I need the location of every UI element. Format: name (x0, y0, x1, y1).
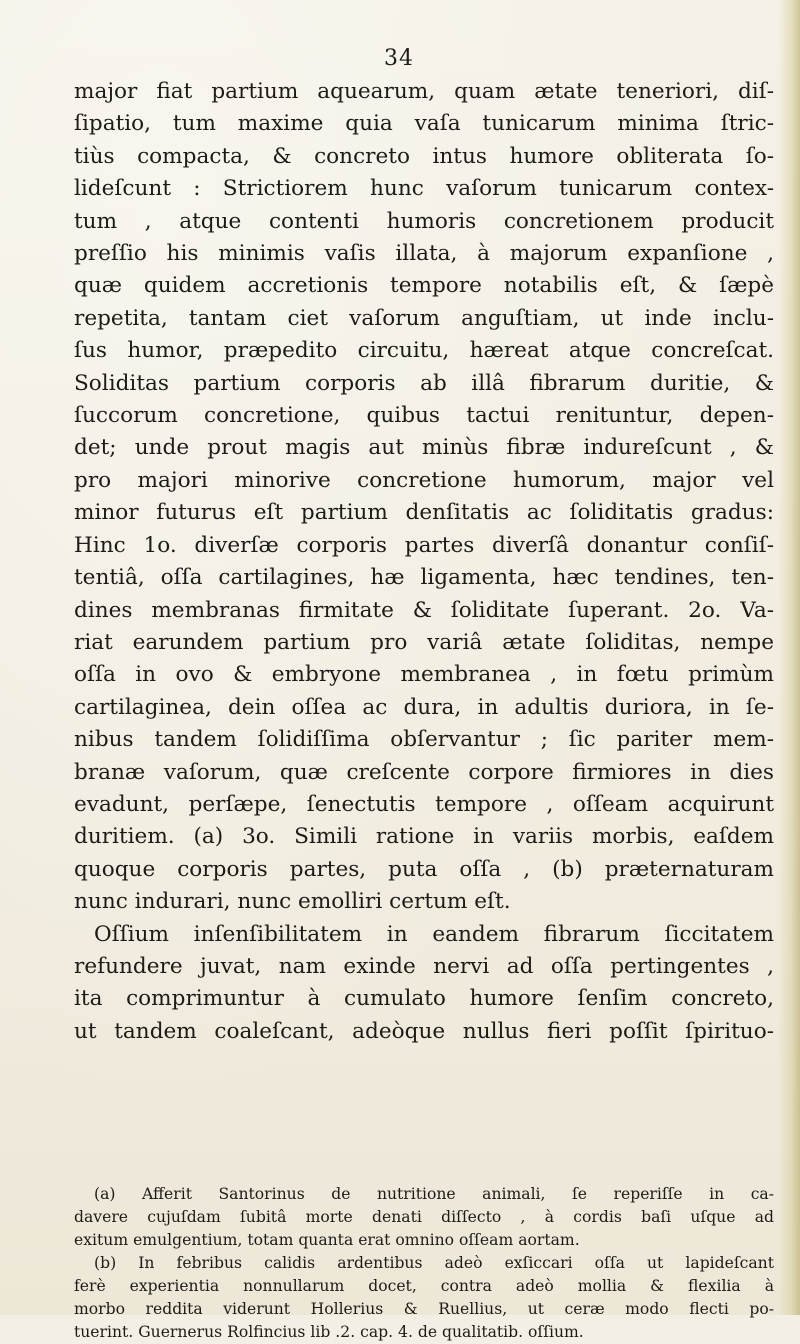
text-line: oſſa in ovo & embryone membranea , in fœtu primùm (74, 662, 774, 688)
text-line: Hinc 1o. diverſæ corporis partes diverſâ donantur conſiſ- (74, 532, 774, 558)
footnote-line: (b) In febribus calidis ardentibus adeò exſiccari oſſa ut lapideſcant (94, 1254, 774, 1272)
text-line: nunc indurari, nunc emolliri certum eſt. (74, 889, 511, 915)
text-line: dines membranas firmitate & ſoliditate ſuperant. 2o. Va- (74, 597, 774, 623)
text-line: tum , atque contenti humoris concretionem producit (74, 208, 774, 234)
text-line: Soliditas partium corporis ab illâ fibrarum duritie, & (74, 370, 774, 396)
text-line: ſus humor, præpedito circuitu, hæreat atque concreſcat. (74, 338, 774, 364)
text-line: ita comprimuntur à cumulato humore ſenſim concreto, (74, 986, 774, 1012)
page-edge-shadow (778, 0, 800, 1315)
text-line: cartilaginea, dein oſſea ac dura, in adultis duriora, in ſe- (74, 694, 774, 720)
text-line: Oſſium inſenſibilitatem in eandem fibrarum ſiccitatem (94, 921, 774, 947)
footnote-line: ferè experientia nonnullarum docet, contra adeò mollia & flexilia à (74, 1277, 774, 1295)
text-line: ſuccorum concretione, quibus tactui renituntur, depen- (74, 403, 774, 429)
text-line: riat earundem partium pro variâ ætate ſoliditas, nempe (74, 629, 774, 655)
footnote-line: (a) Afferit Santorinus de nutritione animali, ſe reperiſſe in ca- (94, 1185, 774, 1203)
text-line: minor futurus eſt partium denſitatis ac ſoliditatis gradus: (74, 500, 774, 526)
text-line: branæ vaſorum, quæ creſcente corpore firmiores in dies (74, 759, 774, 785)
text-line: major fiat partium aquearum, quam ætate teneriori, diſ- (74, 79, 774, 104)
text-line: lideſcunt : Strictiorem hunc vaſorum tunicarum contex- (74, 176, 774, 202)
footnote-line: exitum emulgentium, totam quanta erat omnino oſſeam aortam. (74, 1231, 580, 1249)
text-line: pro majori minorive concretione humorum, major vel (74, 467, 774, 493)
text-line: quoque corporis partes, puta oſſa , (b) præternaturam (74, 856, 774, 882)
text-line: quæ quidem accretionis tempore notabilis eſt, & ſæpè (74, 273, 774, 299)
text-line: tentiâ, oſſa cartilagines, hæ ligamenta, hæc tendines, ten- (74, 565, 774, 591)
text-line: preſſio his minimis vaſis illata, à majorum expanſione , (74, 241, 774, 267)
footnotes (74, 1183, 774, 1344)
footnote-line: morbo reddita viderunt Hollerius & Ruellius, ut ceræ modo flecti po- (74, 1300, 774, 1318)
page-number: 34 (384, 46, 414, 71)
text-line: det; unde prout magis aut minùs fibræ indureſcunt , & (74, 435, 774, 461)
text-line: ut tandem coaleſcant, adeòque nullus fieri poſſit ſpirituo- (74, 1018, 774, 1044)
text-line: evadunt, perſæpe, ſenectutis tempore , oſſeam acquirunt (74, 791, 774, 817)
footnote-line: tuerint. Guernerus Rolfincius lib .2. cap. 4. de qualitatib. oſſium. (74, 1323, 584, 1341)
text-line: duritiem. (a) 3o. Simili ratione in variis morbis, eaſdem (74, 824, 774, 850)
text-line: tiùs compacta, & concreto intus humore obliterata ſo- (74, 143, 774, 169)
text-line: repetita, tantam ciet vaſorum anguſtiam, ut inde inclu- (74, 305, 774, 331)
text-line: ſipatio, tum maxime quia vaſa tunicarum minima ſtric- (74, 111, 774, 137)
main-text (74, 76, 774, 1048)
text-line: nibus tandem ſolidiſſima obſervantur ; ſic pariter mem- (74, 727, 774, 753)
text-line: refundere juvat, nam exinde nervi ad oſſa pertingentes , (74, 953, 774, 979)
footnote-line: davere cujuſdam ſubitâ morte denati diſſecto , à cordis baſi uſque ad (74, 1208, 774, 1226)
